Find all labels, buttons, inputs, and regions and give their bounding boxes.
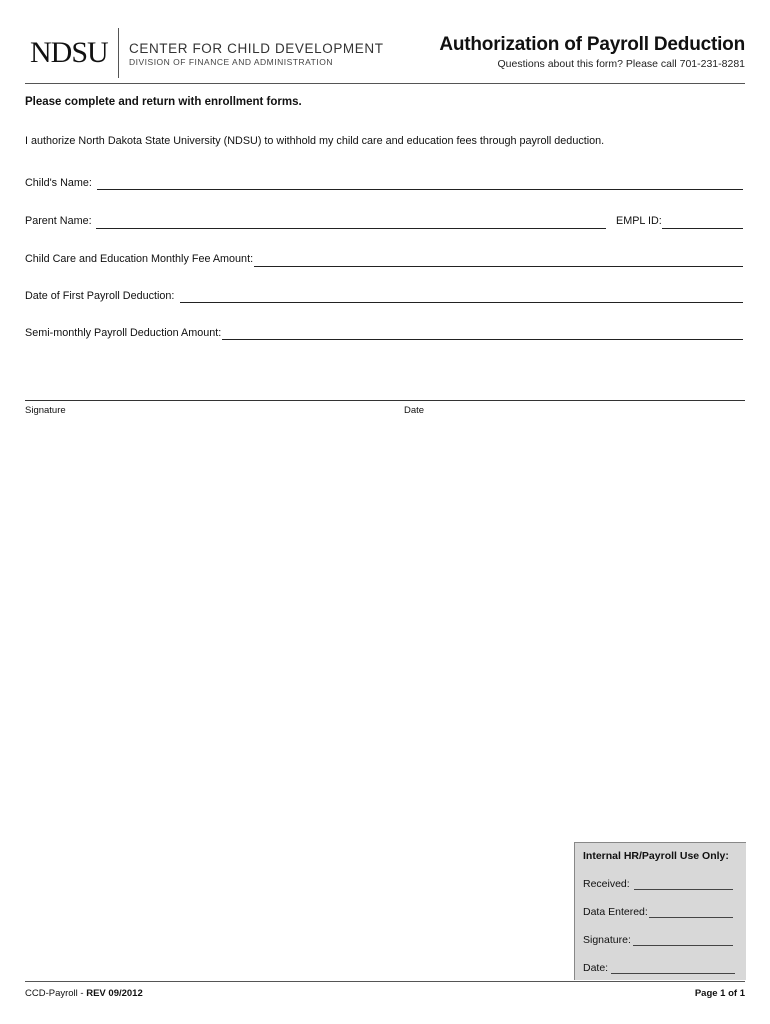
instruction-text: Please complete and return with enrollment forms. bbox=[25, 96, 302, 108]
empl-id-field[interactable] bbox=[662, 228, 743, 229]
internal-signature-label: Signature: bbox=[583, 934, 631, 946]
form-code-text: CCD-Payroll - bbox=[25, 988, 87, 999]
monthly-fee-label: Child Care and Education Monthly Fee Amount: bbox=[25, 253, 254, 265]
monthly-fee-field[interactable] bbox=[254, 266, 743, 267]
form-code bbox=[25, 988, 143, 999]
revision-text: REV 09/2012 bbox=[86, 988, 143, 999]
semi-monthly-amount-label: Semi-monthly Payroll Deduction Amount: bbox=[25, 327, 222, 339]
authorization-statement: I authorize North Dakota State University (NDSU) to withhold my child care and education fees through payroll deduction. bbox=[25, 135, 605, 147]
header-rule bbox=[25, 83, 745, 84]
ndsu-logo: NDSU bbox=[30, 36, 108, 69]
date-label: Date bbox=[404, 405, 425, 416]
signature-line[interactable] bbox=[25, 400, 745, 401]
received-field[interactable] bbox=[634, 889, 733, 890]
internal-signature-field[interactable] bbox=[633, 945, 733, 946]
contact-info: Questions about this form? Please call 701-231-8281 bbox=[497, 58, 745, 70]
signature-label: Signature bbox=[25, 405, 66, 416]
data-entered-label: Data Entered: bbox=[583, 906, 648, 918]
first-deduction-date-field[interactable] bbox=[180, 302, 743, 303]
center-name: CENTER FOR CHILD DEVELOPMENT bbox=[129, 41, 384, 56]
footer-rule bbox=[25, 981, 745, 982]
first-deduction-date-label: Date of First Payroll Deduction: bbox=[25, 290, 175, 302]
page-number: Page 1 of 1 bbox=[694, 988, 745, 999]
division-name: DIVISION OF FINANCE AND ADMINISTRATION bbox=[129, 57, 333, 67]
internal-date-label: Date: bbox=[583, 962, 609, 974]
internal-use-title: Internal HR/Payroll Use Only: bbox=[583, 850, 729, 862]
internal-date-field[interactable] bbox=[611, 973, 735, 974]
empl-id-label: EMPL ID: bbox=[616, 215, 662, 227]
child-name-field[interactable] bbox=[97, 189, 743, 190]
child-name-label: Child's Name: bbox=[25, 177, 92, 189]
data-entered-field[interactable] bbox=[649, 917, 733, 918]
header-divider bbox=[118, 28, 119, 78]
received-label: Received: bbox=[583, 878, 630, 890]
semi-monthly-amount-field[interactable] bbox=[222, 339, 743, 340]
form-title: Authorization of Payroll Deduction bbox=[439, 34, 745, 55]
parent-name-label: Parent Name: bbox=[25, 215, 92, 227]
parent-name-field[interactable] bbox=[96, 228, 606, 229]
